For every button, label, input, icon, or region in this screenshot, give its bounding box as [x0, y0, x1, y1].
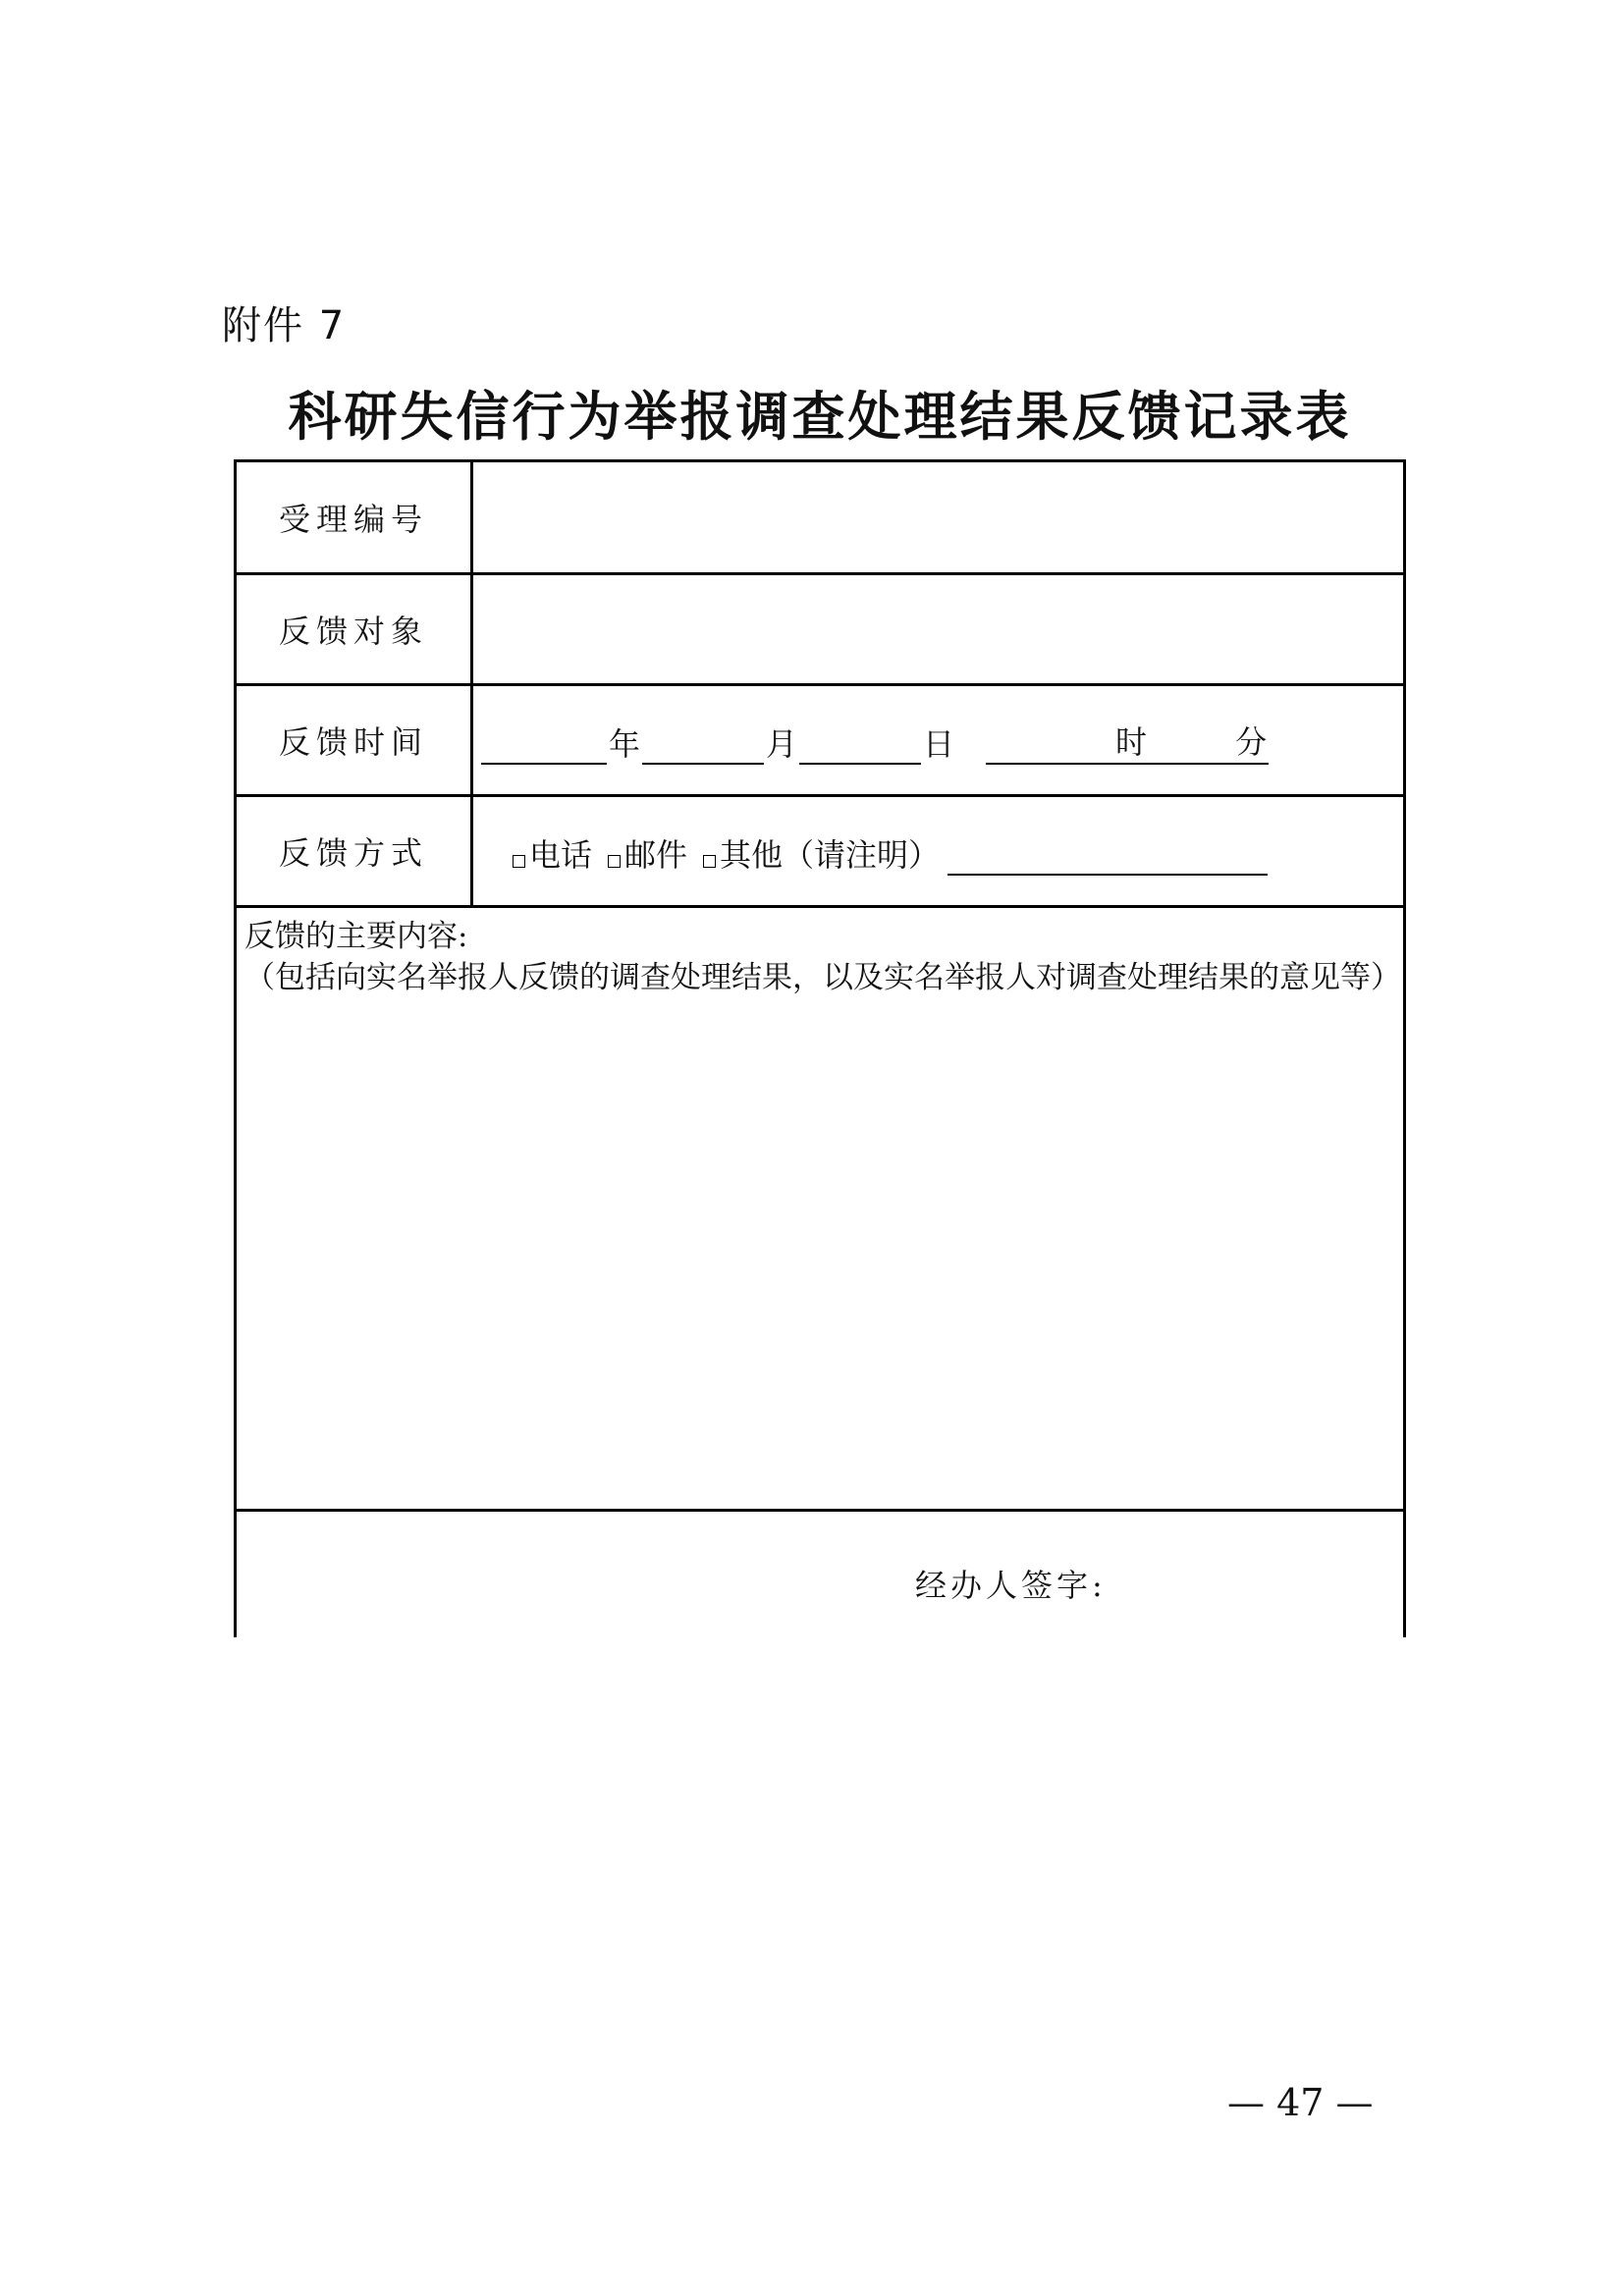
feedback-content-field[interactable]: [244, 916, 1399, 998]
row-feedback-time: [237, 686, 1403, 797]
other-checkbox[interactable]: [703, 855, 716, 868]
row-accept-number: [237, 462, 1403, 575]
other-option-label: 其他（请注明）: [720, 836, 941, 874]
time-fill-line: [481, 718, 1269, 765]
other-method-blank[interactable]: [947, 838, 1268, 876]
method-option-other[interactable]: [703, 830, 940, 876]
feedback-method-field: [473, 797, 1403, 905]
method-option-mail[interactable]: [608, 830, 687, 876]
feedback-target-field[interactable]: [473, 575, 1403, 683]
form-title: 科研失信行为举报调查处理结果反馈记录表: [288, 386, 1352, 448]
content-heading: 反馈的主要内容:: [244, 919, 468, 954]
day-blank[interactable]: [799, 727, 921, 765]
month-unit: 月: [766, 725, 798, 763]
attachment-label: 附件 7: [222, 303, 347, 348]
month-blank[interactable]: [642, 727, 764, 765]
row-feedback-method: [237, 797, 1403, 908]
feedback-time-field: [473, 686, 1403, 794]
mail-checkbox[interactable]: [608, 855, 621, 868]
minute-unit: 分: [1233, 718, 1269, 765]
content-note: （包括向实名举报人反馈的调查处理结果，以及实名举报人对调查处理结果的意见等）: [244, 960, 1401, 995]
hour-blank-left[interactable]: [986, 727, 1113, 765]
method-option-phone[interactable]: [513, 830, 592, 876]
mail-option-label: 邮件: [624, 836, 688, 874]
day-unit: 日: [923, 725, 955, 763]
row-feedback-content: [237, 908, 1403, 1512]
row-signature: [237, 1512, 1403, 1640]
feedback-target-label: 反馈对象: [237, 575, 473, 683]
handler-signature-label: 经办人签字:: [915, 1567, 1107, 1604]
hour-unit: 时: [1113, 718, 1149, 765]
phone-option-label: 电话: [529, 836, 593, 874]
feedback-method-label: 反馈方式: [237, 797, 473, 905]
accept-number-field[interactable]: [473, 462, 1403, 572]
year-blank[interactable]: [481, 727, 607, 765]
phone-checkbox[interactable]: [513, 855, 525, 868]
accept-number-label: 受理编号: [237, 462, 473, 572]
feedback-record-form: [234, 459, 1406, 1637]
minute-blank[interactable]: [1149, 727, 1233, 765]
page-number: — 47 —: [1227, 2081, 1374, 2124]
feedback-time-label: 反馈时间: [237, 686, 473, 794]
method-options: [513, 830, 1268, 876]
row-feedback-target: [237, 575, 1403, 686]
year-unit: 年: [609, 725, 641, 763]
